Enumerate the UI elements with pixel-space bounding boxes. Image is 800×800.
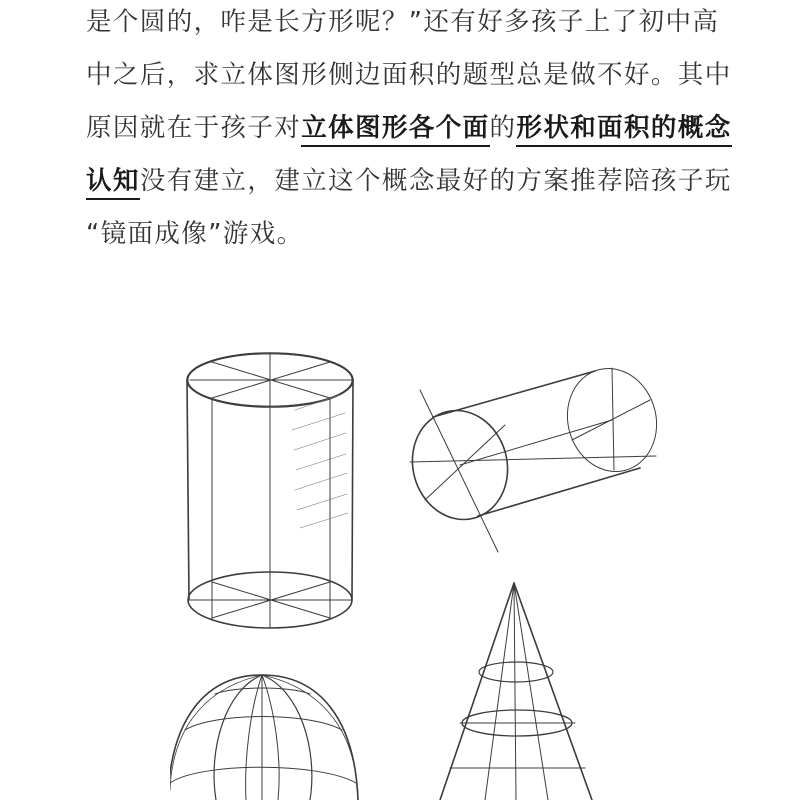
text-segment: 的 — [489, 113, 517, 143]
text-line — [86, 214, 304, 254]
text-line — [86, 161, 732, 201]
text-segment: “镜面成像”游戏。 — [86, 219, 304, 249]
hemisphere-sketch — [170, 675, 358, 800]
emphasis-text: 立体图形各个面 — [301, 113, 489, 147]
cone-sketch — [440, 583, 592, 800]
text-segment: 没有建立，建立这个概念最好的方案推荐陪孩子玩 — [139, 166, 732, 196]
upright-cylinder-sketch — [187, 353, 353, 628]
text-line — [86, 2, 719, 42]
text-segment: 中之后，求立体图形侧边面积的题型总是做不好。其中 — [86, 60, 732, 90]
text-segment: 原因就在于孩子对 — [86, 113, 302, 143]
emphasis-text: 认知 — [86, 166, 140, 200]
text-line — [86, 108, 732, 148]
tilted-cylinder-sketch — [400, 358, 668, 552]
text-line — [86, 55, 732, 95]
text-segment: 是个圆的，咋是长方形呢？”还有好多孩子上了初中高 — [86, 7, 720, 37]
emphasis-text: 形状和面积的概念 — [516, 113, 731, 147]
geometric-solids-sketch — [170, 345, 675, 800]
